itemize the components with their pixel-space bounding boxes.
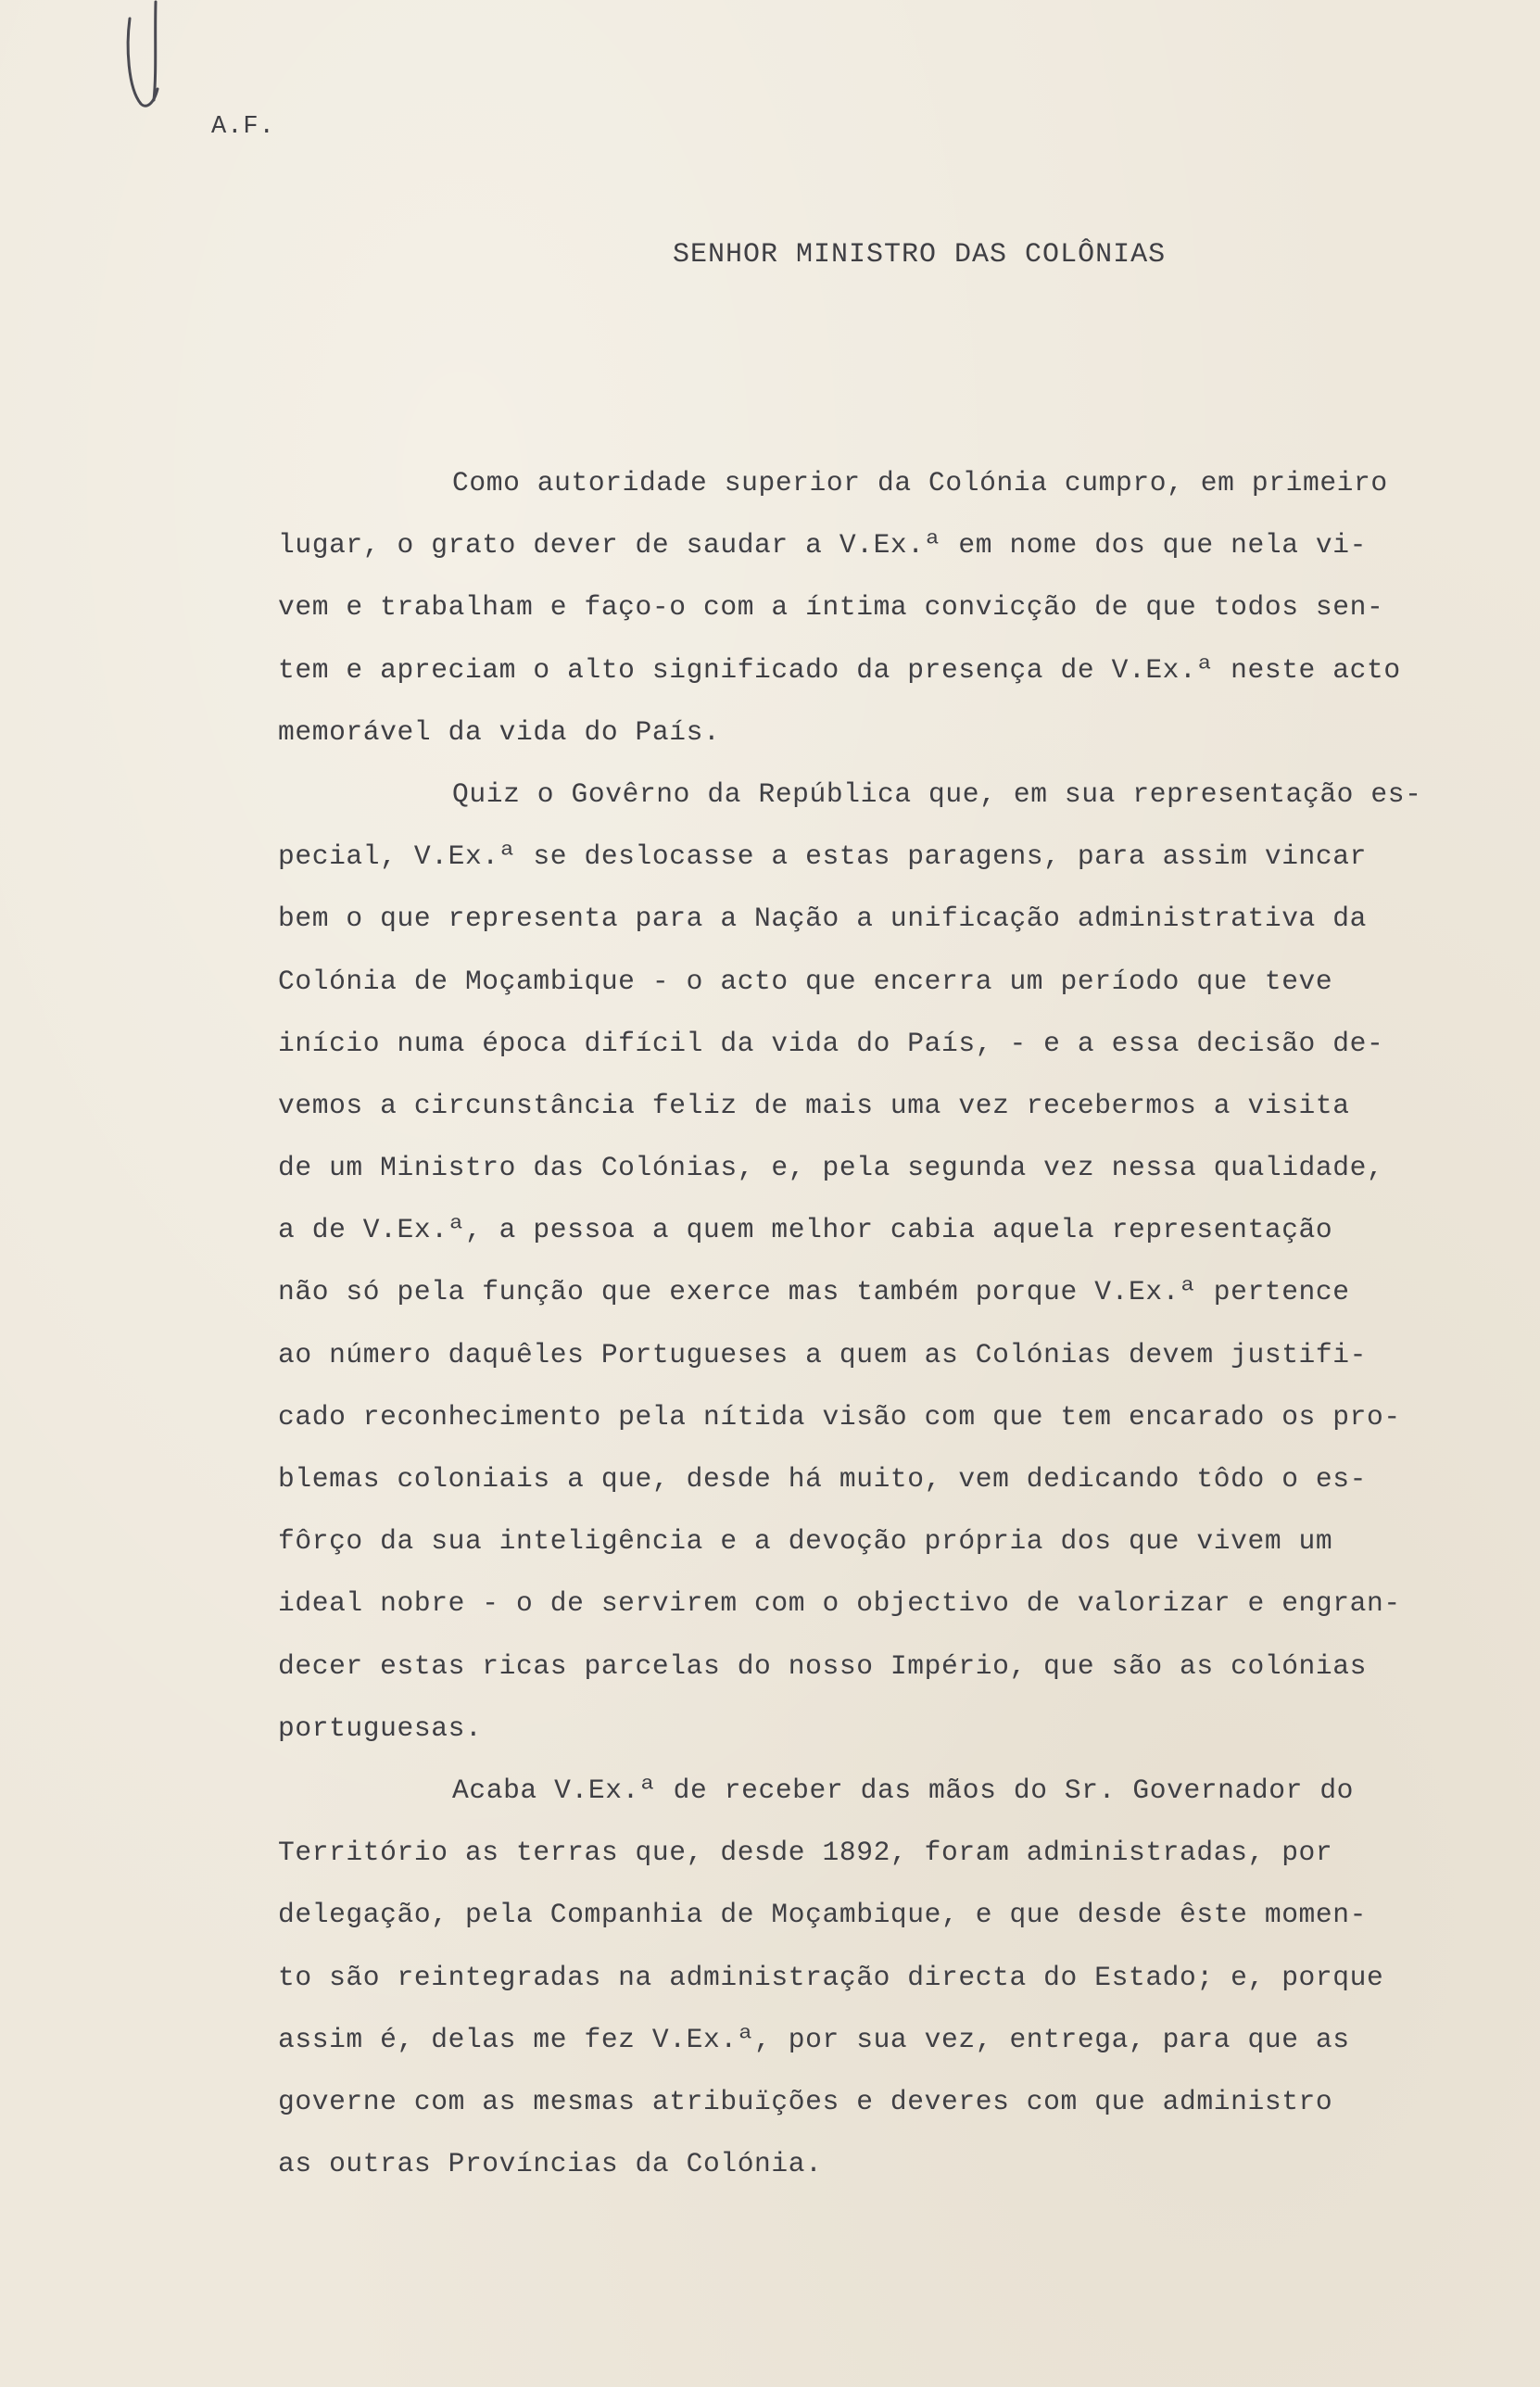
text-line: início numa época difícil da vida do País, - e a essa decisão de- (278, 1027, 1384, 1059)
text-line: cado reconhecimento pela nítida visão com que tem encarado os pro- (278, 1400, 1401, 1433)
text-line: memorável da vida do País. (278, 715, 721, 748)
text-line: Quiz o Govêrno da República que, em sua representação es- (452, 777, 1422, 810)
text-line: Território as terras que, desde 1892, foram administradas, por (278, 1837, 1333, 1869)
text-line: de um Ministro das Colónias, e, pela segunda vez nessa qualidade, (278, 1152, 1384, 1184)
text-line: to são reintegradas na administração directa do Estado; e, porque (278, 1961, 1384, 1993)
reference-code: A.F. (211, 113, 275, 141)
text-line: vemos a circunstância feliz de mais uma vez recebermos a visita (278, 1089, 1350, 1121)
text-line: blemas coloniais a que, desde há muito, vem dedicando tôdo o es- (278, 1463, 1367, 1495)
text-line: bem o que representa para a Nação a unificação administrativa da (278, 903, 1367, 935)
text-line: delegação, pela Companhia de Moçambique, e que desde êste momen- (278, 1899, 1367, 1931)
text-line: fôrço da sua inteligência e a devoção própria dos que vivem um (278, 1525, 1333, 1558)
text-line: Como autoridade superior da Colónia cumpro, em primeiro (452, 467, 1388, 499)
text-line: Acaba V.Ex.ª de receber das mãos do Sr. Governador do (452, 1774, 1355, 1806)
text-line: pecial, V.Ex.ª se deslocasse a estas paragens, para assim vincar (278, 840, 1367, 873)
text-line: decer estas ricas parcelas do nosso Império, que são as colónias (278, 1649, 1367, 1682)
text-line: tem e apreciam o alto significado da presença de V.Ex.ª neste acto (278, 653, 1401, 686)
letter-body (278, 452, 1510, 2195)
text-line: Colónia de Moçambique - o acto que encerra um período que teve (278, 965, 1333, 997)
text-line: lugar, o grato dever de saudar a V.Ex.ª em nome dos que nela vi- (278, 529, 1367, 562)
margin-pencil-mark-icon (120, 0, 176, 120)
text-line: as outras Províncias da Colónia. (278, 2148, 823, 2180)
text-line: ao número daquêles Portugueses a quem as Colónias devem justifi- (278, 1338, 1367, 1370)
text-line: vem e trabalham e faço-o com a íntima convicção de que todos sen- (278, 591, 1384, 624)
text-line: portuguesas. (278, 1711, 483, 1744)
text-line: governe com as mesmas atribuïções e deveres com que administro (278, 2085, 1333, 2117)
text-line: a de V.Ex.ª, a pessoa a quem melhor cabia aquela representação (278, 1214, 1333, 1246)
text-line: assim é, delas me fez V.Ex.ª, por sua vez, entrega, para que as (278, 2023, 1350, 2055)
text-line: não só pela função que exerce mas também porque V.Ex.ª pertence (278, 1276, 1350, 1308)
letter-heading: SENHOR MINISTRO DAS COLÔNIAS (673, 239, 1167, 271)
text-line: ideal nobre - o de servirem com o objectivo de valorizar e engran- (278, 1587, 1401, 1620)
